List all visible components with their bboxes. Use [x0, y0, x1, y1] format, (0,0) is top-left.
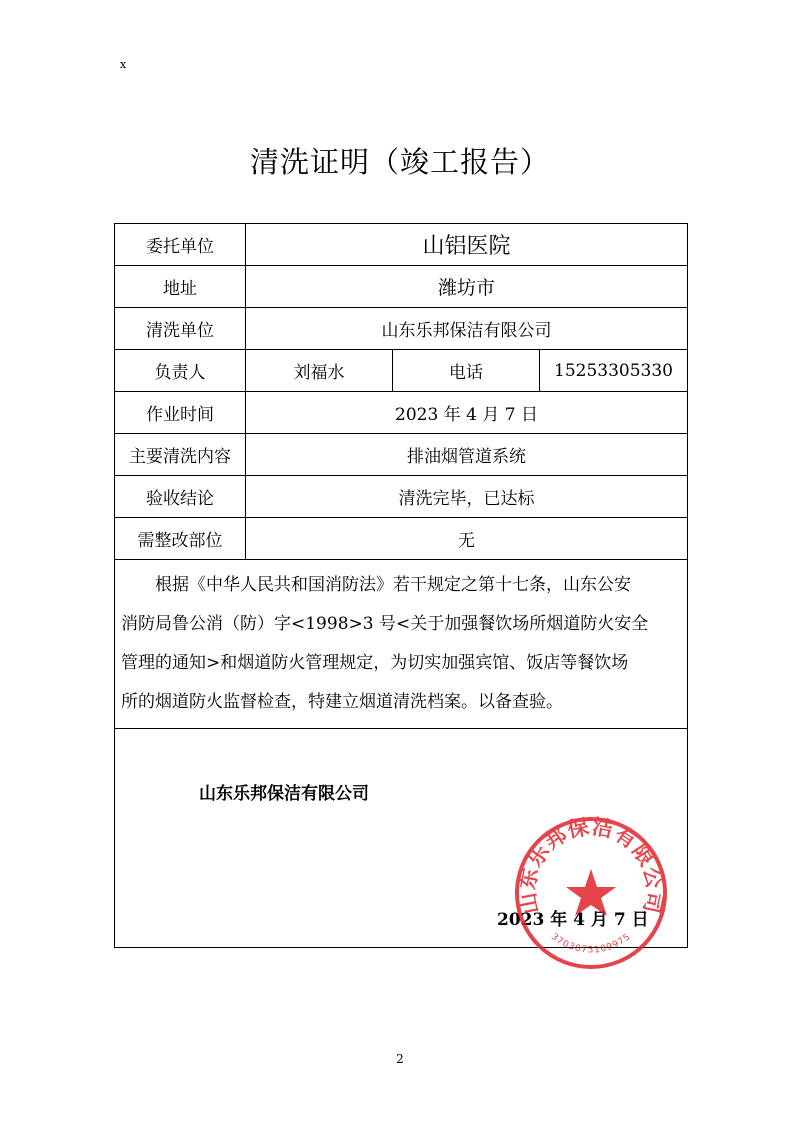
phone-label: 电话 — [393, 350, 540, 392]
address-label: 地址 — [115, 266, 246, 308]
signature-cell — [115, 729, 688, 956]
rectify-label: 需整改部位 — [115, 518, 246, 560]
corner-mark: x — [120, 58, 127, 71]
paragraph-line: 消防局鲁公消（防）字<1998>3 号<关于加强餐饮场所烟道防火安全 — [121, 614, 649, 634]
table-row — [115, 476, 688, 518]
signature-date: 2023 年 4 月 7 日 — [497, 910, 649, 930]
conclusion-label: 验收结论 — [115, 476, 246, 518]
person-value: 刘福水 — [246, 350, 393, 392]
svg-text:3703073109975: 3703073109975 — [549, 931, 633, 956]
table-row — [115, 518, 688, 560]
person-label: 负责人 — [115, 350, 246, 392]
legal-paragraph — [115, 560, 688, 729]
certificate-table — [114, 223, 688, 956]
phone-value: 15253305330 — [540, 350, 688, 392]
conclusion-value: 清洗完毕，已达标 — [246, 476, 688, 518]
cleaner-label: 清洗单位 — [115, 308, 246, 350]
client-value: 山铝医院 — [246, 224, 688, 266]
company-seal-icon — [511, 813, 671, 973]
time-value: 2023 年 4 月 7 日 — [246, 392, 688, 434]
page-number: 2 — [396, 1052, 404, 1066]
svg-text:山东乐邦保洁有限公司: 山东乐邦保洁有限公司 — [515, 814, 667, 917]
content-label: 主要清洗内容 — [115, 434, 246, 476]
table-row — [115, 224, 688, 266]
table-row — [115, 350, 688, 392]
paragraph-line: 管理的通知>和烟道防火管理规定，为切实加强宾馆、饭店等餐饮场 — [121, 653, 629, 673]
table-row — [115, 392, 688, 434]
table-row — [115, 434, 688, 476]
table-row — [115, 560, 688, 729]
signature-company: 山东乐邦保洁有限公司 — [199, 784, 369, 804]
paragraph-line: 所的烟道防火监督检查，特建立烟道清洗档案。以备查验。 — [121, 692, 563, 712]
client-label: 委托单位 — [115, 224, 246, 266]
rectify-value: 无 — [246, 518, 688, 560]
content-value: 排油烟管道系统 — [246, 434, 688, 476]
address-value: 潍坊市 — [246, 266, 688, 308]
cleaner-value: 山东乐邦保洁有限公司 — [246, 308, 688, 350]
paragraph-line: 根据《中华人民共和国消防法》若干规定之第十七条，山东公安 — [155, 575, 631, 595]
table-row — [115, 729, 688, 948]
page-title: 清洗证明（竣工报告） — [249, 145, 550, 179]
table-row — [115, 308, 688, 350]
time-label: 作业时间 — [115, 392, 246, 434]
table-row — [115, 266, 688, 308]
